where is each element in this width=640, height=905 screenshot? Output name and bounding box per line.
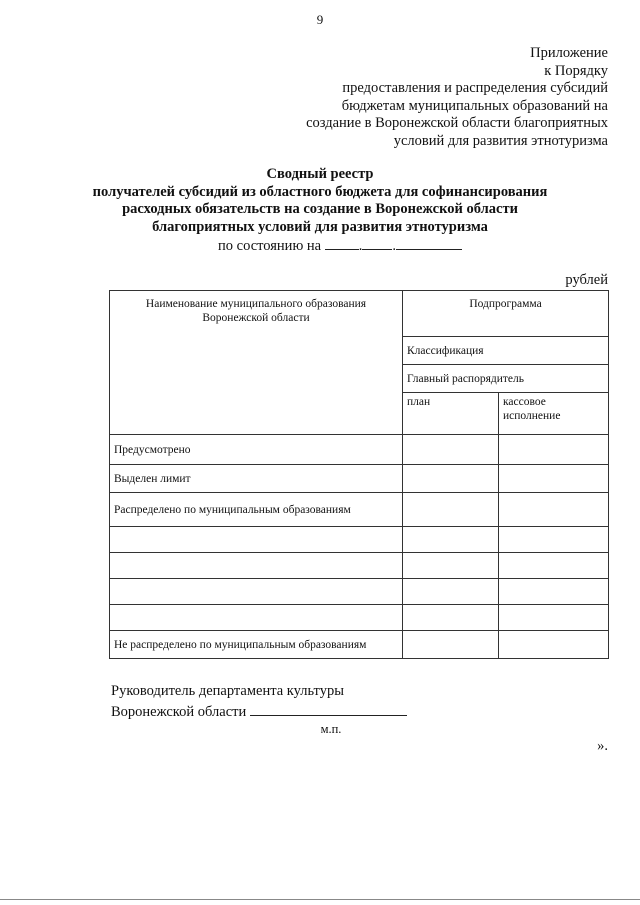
plan-cell <box>403 435 499 465</box>
title-line: расходных обязательств на создание в Воронежской области <box>122 201 518 217</box>
signature-title: Руководитель департамента культуры <box>111 683 344 699</box>
as-of-label: по состоянию на <box>218 238 322 254</box>
table-row-label: Не распределено по муниципальным образованиям <box>110 631 403 659</box>
signature-line <box>250 701 407 716</box>
currency-unit: рублей <box>565 272 608 288</box>
cash-cell <box>499 435 609 465</box>
cash-cell <box>499 493 609 527</box>
plan-header: план <box>403 393 499 435</box>
plan-cell <box>403 493 499 527</box>
table-row-label: Выделен лимит <box>110 465 403 493</box>
title-line: благоприятных условий для развития этнотуризма <box>152 218 488 235</box>
stamp-place: м.п. <box>320 722 342 736</box>
document-title <box>0 166 640 256</box>
municipality-header: Наименование муниципального образования Воронежской области <box>110 291 403 435</box>
title-line: получателей субсидий из областного бюджета для софинансирования <box>92 183 548 200</box>
title-line: Сводный реестр <box>266 166 374 182</box>
date-day-blank <box>325 236 359 250</box>
plan-cell <box>403 553 499 579</box>
appendix-line: бюджетам муниципальных образований на <box>341 97 608 114</box>
date-separator: . <box>392 238 396 254</box>
signature-region-label: Воронежской области <box>111 703 247 720</box>
table-row-label: Предусмотрено <box>110 435 403 465</box>
appendix-line: условий для развития этнотуризма <box>393 132 608 149</box>
table-row-label: Распределено по муниципальным образованиям <box>110 493 403 527</box>
cash-cell <box>499 527 609 553</box>
plan-cell <box>403 631 499 659</box>
appendix-block <box>306 45 608 150</box>
cash-header: кассовое исполнение <box>499 393 609 435</box>
as-of-date <box>0 236 640 256</box>
appendix-line: Приложение <box>530 45 608 61</box>
plan-cell <box>403 465 499 493</box>
signature-region <box>111 701 407 722</box>
appendix-line: к Порядку <box>544 62 608 79</box>
table-row-label <box>110 605 403 631</box>
subprogram-header: Подпрограмма <box>403 291 609 337</box>
cash-cell <box>499 579 609 605</box>
cash-cell <box>499 553 609 579</box>
date-year-blank <box>396 236 462 250</box>
cash-cell <box>499 605 609 631</box>
register-table <box>109 290 609 659</box>
cash-cell <box>499 465 609 493</box>
plan-cell <box>403 605 499 631</box>
appendix-line: создание в Воронежской области благоприятных <box>306 115 608 131</box>
page-number: 9 <box>316 12 324 27</box>
table-row-label <box>110 527 403 553</box>
classification-header: Классификация <box>403 337 609 365</box>
appendix-line: предоставления и распределения субсидий <box>342 80 608 96</box>
page-bottom-rule <box>0 899 640 900</box>
cash-cell <box>499 631 609 659</box>
closing-quote: ». <box>597 738 608 754</box>
table-row-label <box>110 579 403 605</box>
plan-cell <box>403 527 499 553</box>
date-separator: . <box>358 238 363 254</box>
table-row-label <box>110 553 403 579</box>
chief-manager-header: Главный распорядитель <box>403 365 609 393</box>
signature-block <box>111 683 407 721</box>
plan-cell <box>403 579 499 605</box>
date-month-blank <box>362 236 392 250</box>
